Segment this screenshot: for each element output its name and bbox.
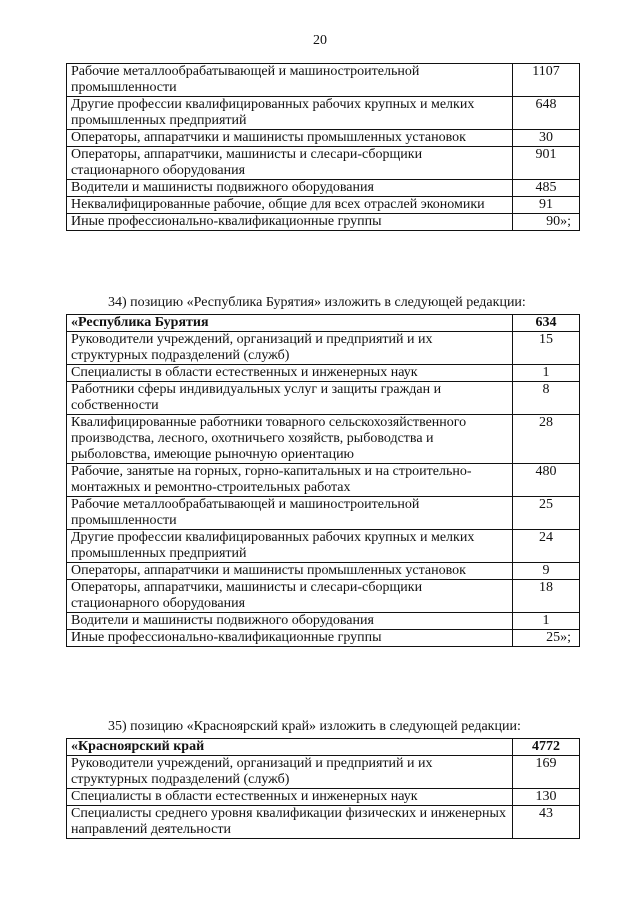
- row-value: 24: [513, 530, 580, 563]
- table-row: [67, 365, 580, 382]
- table-row: [67, 64, 580, 97]
- table-row: [67, 464, 580, 497]
- table-buryatia-body: [67, 315, 580, 647]
- row-value: 480: [513, 464, 580, 497]
- row-label: Рабочие металлообрабатывающей и машиностроительной промышленности: [67, 64, 513, 97]
- row-label: Операторы, аппаратчики, машинисты и слесари-сборщики стационарного оборудования: [67, 580, 513, 613]
- row-value: 90»;: [513, 214, 580, 231]
- row-label: Неквалифицированные рабочие, общие для всех отраслей экономики: [67, 197, 513, 214]
- table-row: [67, 530, 580, 563]
- row-value: 43: [513, 806, 580, 839]
- row-label: Операторы, аппаратчики, машинисты и слесари-сборщики стационарного оборудования: [67, 147, 513, 180]
- table-row: [67, 613, 580, 630]
- row-value: 485: [513, 180, 580, 197]
- region-name: «Красноярский край: [67, 739, 513, 756]
- row-value: 1: [513, 613, 580, 630]
- row-value: 25: [513, 497, 580, 530]
- table-header-row: [67, 315, 580, 332]
- region-name: «Республика Бурятия: [67, 315, 513, 332]
- row-label: Работники сферы индивидуальных услуг и защиты граждан и собственности: [67, 382, 513, 415]
- row-label: Иные профессионально-квалификационные группы: [67, 214, 513, 231]
- table-row: [67, 806, 580, 839]
- table-row: [67, 789, 580, 806]
- row-value: 30: [513, 130, 580, 147]
- table-continued-body: [67, 64, 580, 231]
- table-krasnoyarsk-body: [67, 739, 580, 839]
- table-row: [67, 180, 580, 197]
- row-label: Специалисты в области естественных и инженерных наук: [67, 789, 513, 806]
- table-row: [67, 214, 580, 231]
- row-label: Другие профессии квалифицированных рабочих крупных и мелких промышленных предприятий: [67, 530, 513, 563]
- page-number: 20: [313, 33, 327, 48]
- region-total: 634: [513, 315, 580, 332]
- table-row: [67, 130, 580, 147]
- instruction-paragraph-34: 34) позицию «Республика Бурятия» изложить в следующей редакции:: [108, 295, 526, 310]
- table-row: [67, 563, 580, 580]
- row-value: 15: [513, 332, 580, 365]
- table-row: [67, 147, 580, 180]
- row-label: Операторы, аппаратчики и машинисты промышленных установок: [67, 563, 513, 580]
- row-label: Водители и машинисты подвижного оборудования: [67, 180, 513, 197]
- row-label: Специалисты в области естественных и инженерных наук: [67, 365, 513, 382]
- row-label: Рабочие, занятые на горных, горно-капитальных и на строительно-монтажных и ремонтно-строительных работах: [67, 464, 513, 497]
- row-value: 9: [513, 563, 580, 580]
- table-row: [67, 630, 580, 647]
- table-krasnoyarsk: [66, 738, 580, 839]
- table-row: [67, 756, 580, 789]
- row-label: Специалисты среднего уровня квалификации физических и инженерных направлений деятельности: [67, 806, 513, 839]
- table-row: [67, 197, 580, 214]
- row-label: Руководители учреждений, организаций и предприятий и их структурных подразделений (служб): [67, 332, 513, 365]
- row-label: Другие профессии квалифицированных рабочих крупных и мелких промышленных предприятий: [67, 97, 513, 130]
- row-value: 901: [513, 147, 580, 180]
- row-label: Руководители учреждений, организаций и предприятий и их структурных подразделений (служб): [67, 756, 513, 789]
- row-value: 91: [513, 197, 580, 214]
- table-row: [67, 415, 580, 464]
- table-row: [67, 97, 580, 130]
- row-value: 18: [513, 580, 580, 613]
- row-label: Операторы, аппаратчики и машинисты промышленных установок: [67, 130, 513, 147]
- row-value: 130: [513, 789, 580, 806]
- row-label: Квалифицированные работники товарного сельскохозяйственного производства, лесного, охотничьего хозяйств, рыбоводства и рыболовства, имеющие рыночную ориентацию: [67, 415, 513, 464]
- table-buryatia: [66, 314, 580, 647]
- row-value: 28: [513, 415, 580, 464]
- table-continued: [66, 63, 580, 231]
- region-total: 4772: [513, 739, 580, 756]
- table-row: [67, 497, 580, 530]
- row-value: 25»;: [513, 630, 580, 647]
- table-row: [67, 332, 580, 365]
- row-value: 1: [513, 365, 580, 382]
- table-row: [67, 580, 580, 613]
- row-value: 8: [513, 382, 580, 415]
- row-value: 169: [513, 756, 580, 789]
- row-value: 648: [513, 97, 580, 130]
- row-label: Водители и машинисты подвижного оборудования: [67, 613, 513, 630]
- table-row: [67, 382, 580, 415]
- row-value: 1107: [513, 64, 580, 97]
- instruction-paragraph-35: 35) позицию «Красноярский край» изложить в следующей редакции:: [108, 719, 521, 734]
- row-label: Рабочие металлообрабатывающей и машиностроительной промышленности: [67, 497, 513, 530]
- table-header-row: [67, 739, 580, 756]
- row-label: Иные профессионально-квалификационные группы: [67, 630, 513, 647]
